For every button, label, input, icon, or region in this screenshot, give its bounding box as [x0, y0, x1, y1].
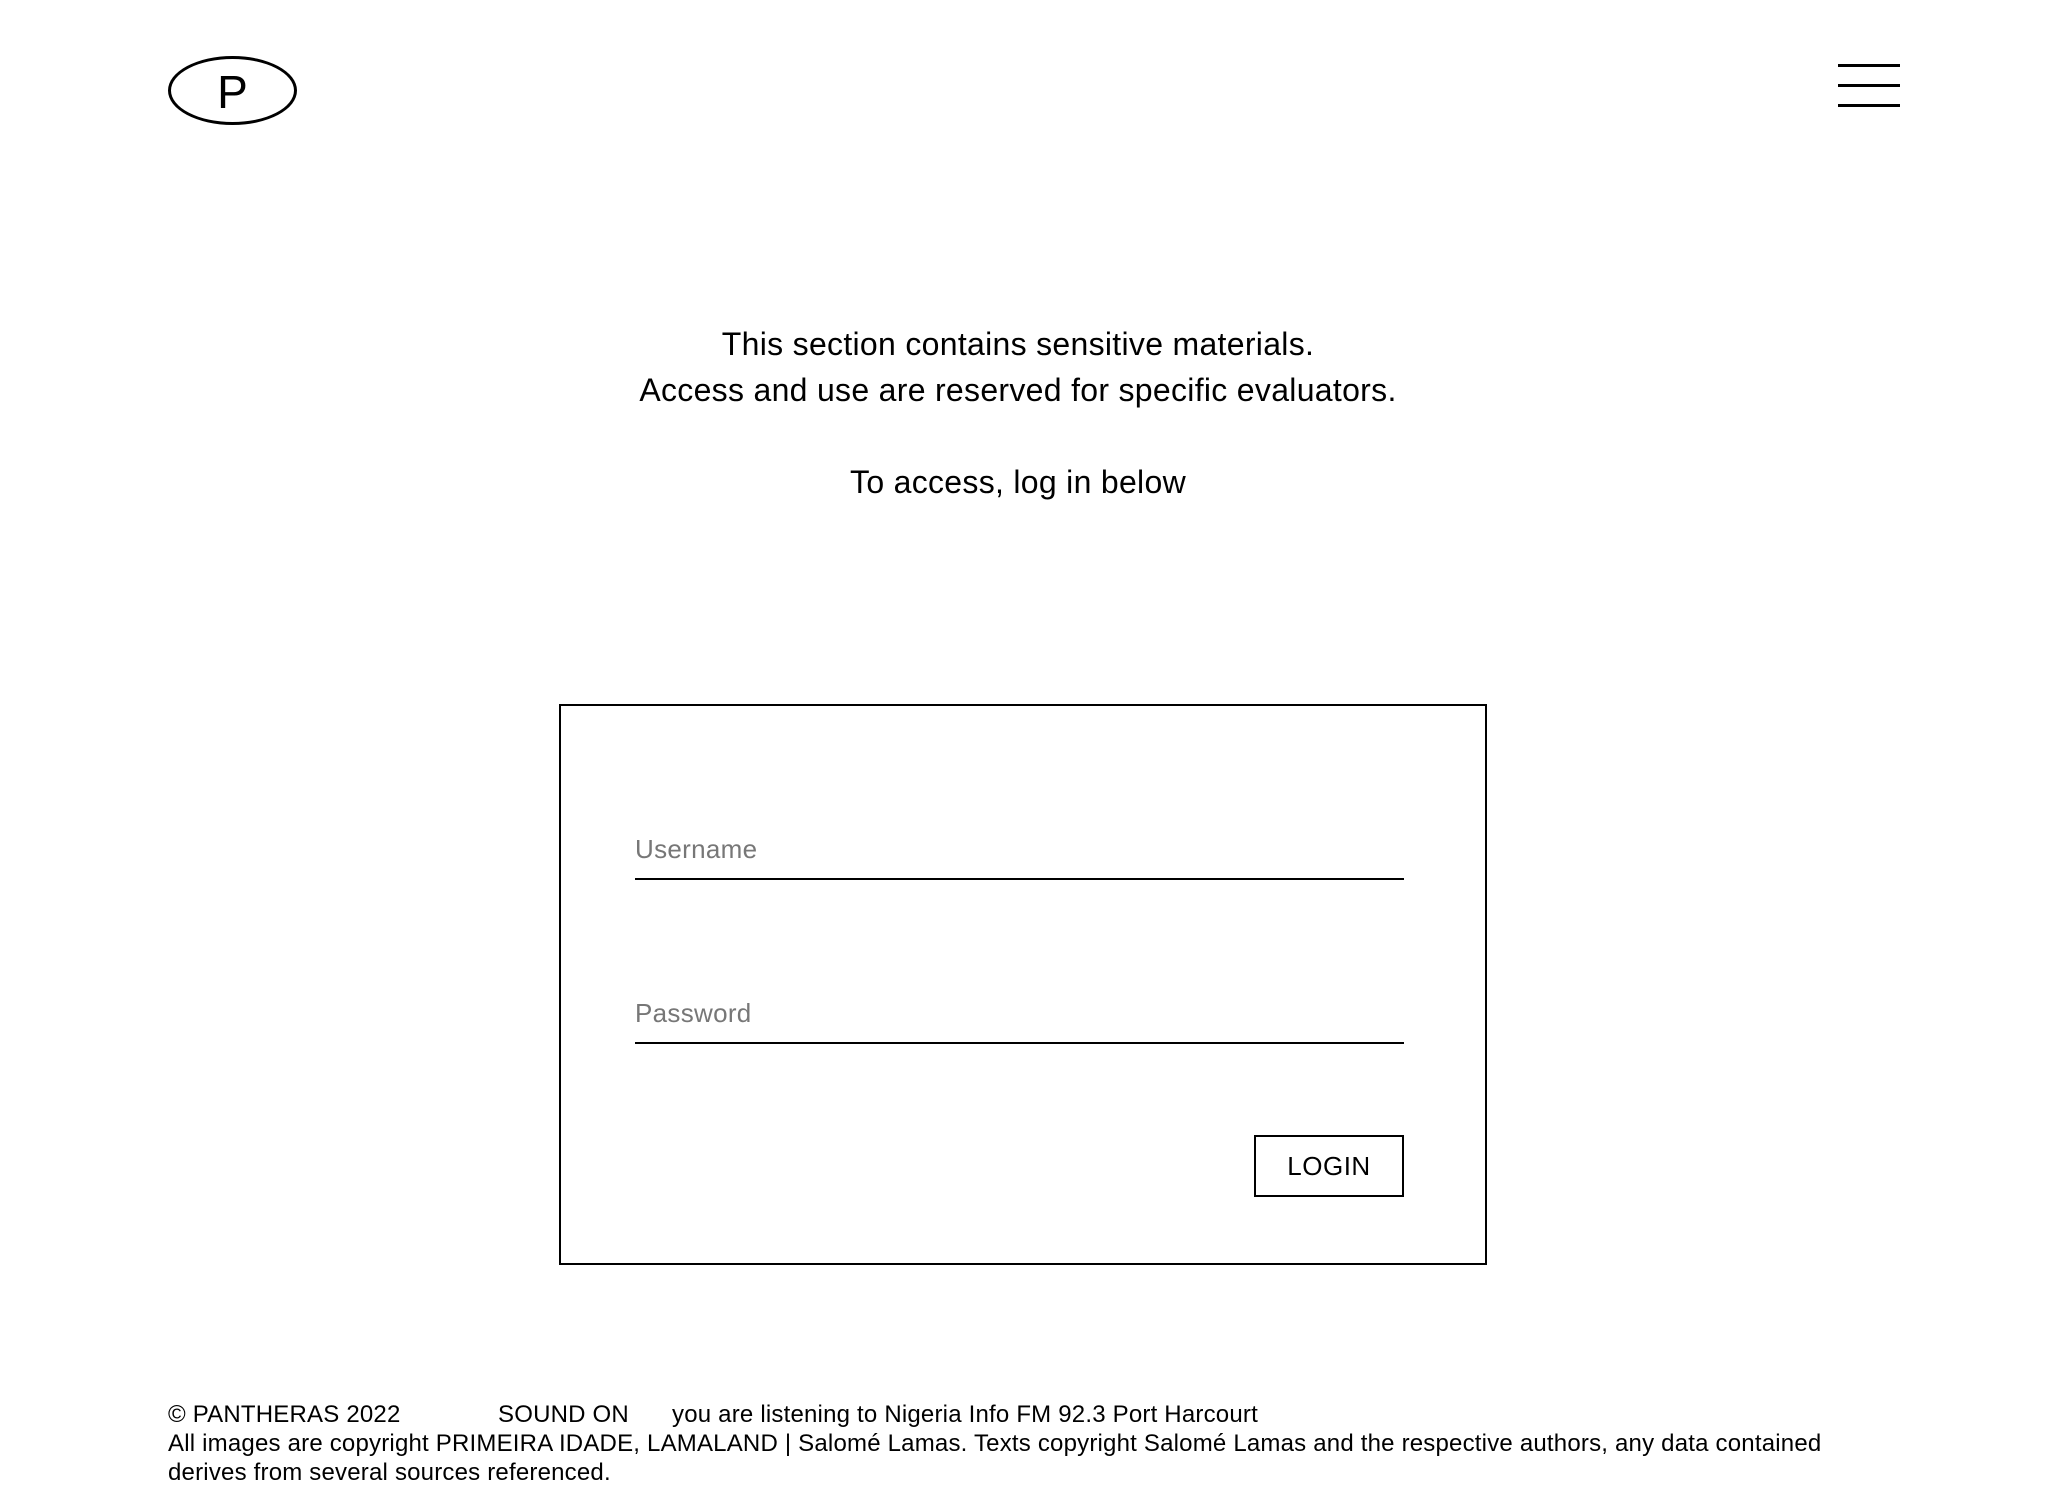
password-input[interactable] [635, 984, 1404, 1044]
sound-toggle-button[interactable]: SOUND ON [498, 1401, 629, 1428]
now-playing-text: you are listening to Nigeria Info FM 92.3 Port Harcourt [672, 1401, 1258, 1428]
logo-link[interactable] [168, 56, 297, 125]
intro-line-3: To access, log in below [850, 464, 1186, 500]
rights-text: All images are copyright PRIMEIRA IDADE, LAMALAND | Salomé Lamas. Texts copyright Salomé Lamas and the respective authors, any data contained derives from several sources referenced. [168, 1430, 1822, 1486]
menu-bar-top [1838, 64, 1900, 67]
footer [168, 1400, 1888, 1487]
username-input[interactable] [635, 820, 1404, 880]
menu-bar-middle [1838, 84, 1900, 87]
footer-top-row [168, 1400, 1888, 1429]
menu-bar-bottom [1838, 104, 1900, 107]
login-form [559, 704, 1487, 1265]
logo-letter: P [217, 65, 248, 118]
hamburger-menu-icon[interactable] [1838, 64, 1900, 108]
login-button[interactable]: LOGIN [1254, 1135, 1404, 1197]
copyright-text: © PANTHERAS 2022 [168, 1401, 401, 1428]
intro-line-1: This section contains sensitive materials. [721, 326, 1315, 362]
intro-line-2: Access and use are reserved for specific evaluators. [639, 372, 1397, 408]
